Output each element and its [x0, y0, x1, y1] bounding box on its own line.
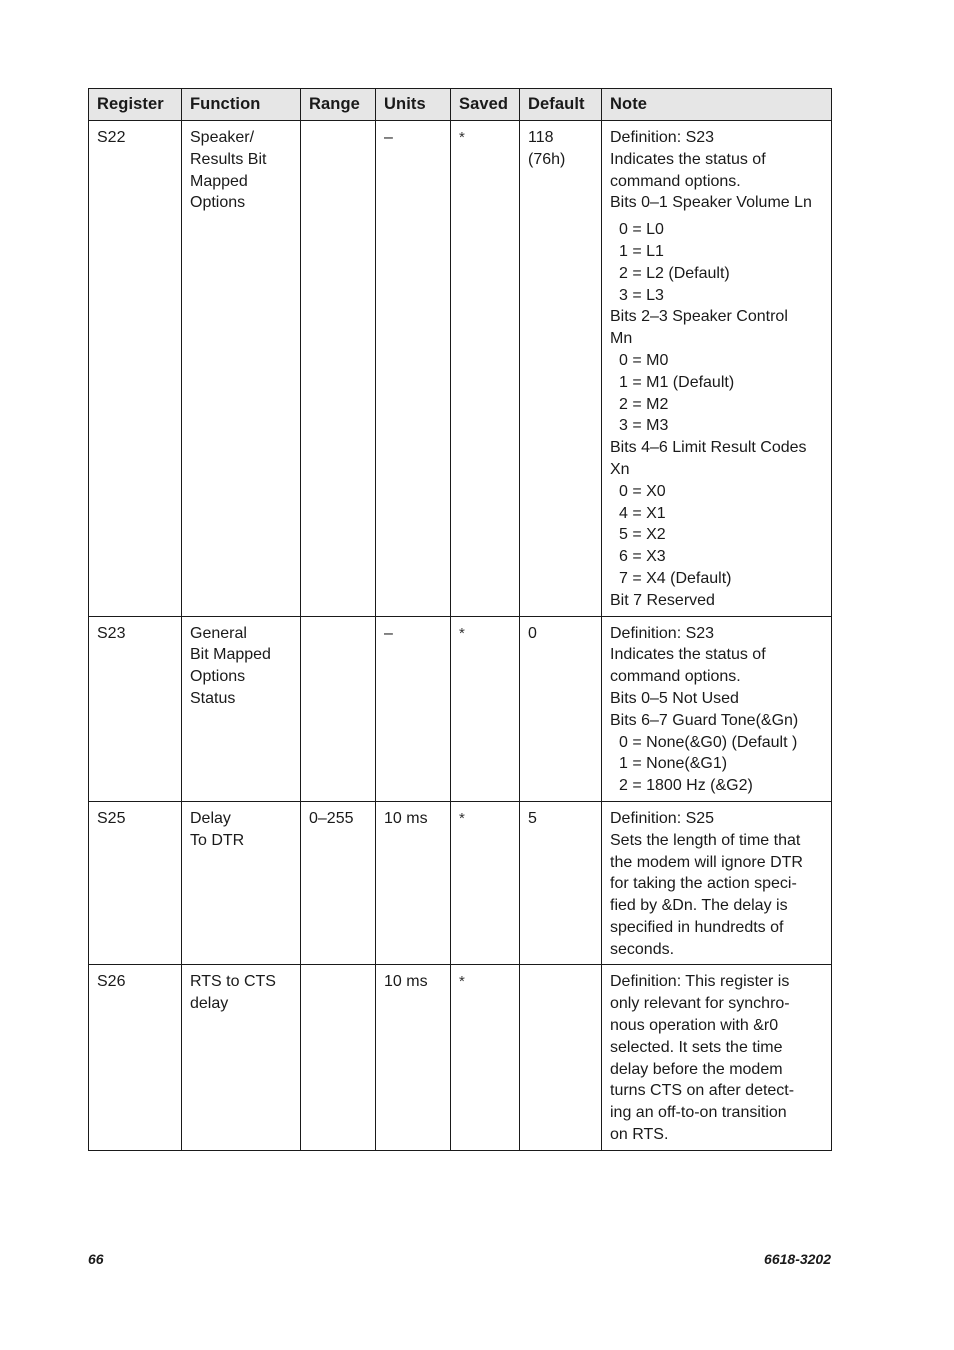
cell-register: S25 — [89, 801, 182, 965]
cell-default — [520, 965, 602, 1150]
note-line: specified in hundredts of — [610, 918, 784, 936]
cell-saved — [451, 965, 520, 1150]
cell-function: Speaker/ Results Bit Mapped Options — [182, 121, 301, 617]
note-line: 5 = X2 — [619, 526, 666, 544]
table-row — [89, 801, 832, 965]
note-line: ing an off-to-on transition — [610, 1104, 787, 1122]
note-line: 2 = 1800 Hz (&G2) — [619, 777, 753, 795]
note-line: Indicates the status of — [610, 646, 766, 664]
note-line: Indicates the status of — [610, 150, 766, 168]
note-line: Bits 0–5 Not Used — [610, 689, 739, 707]
note-line: selected. It sets the time — [610, 1038, 783, 1056]
header-range: Range — [301, 89, 376, 121]
cell-range — [301, 616, 376, 801]
cell-units: – — [376, 616, 451, 801]
note-line: Definition: S23 — [610, 624, 715, 642]
note-line: Bit 7 Reserved — [610, 591, 715, 609]
header-note: Note — [602, 89, 832, 121]
note-line: Sets the length of time that — [610, 831, 801, 849]
cell-units: 10 ms — [376, 965, 451, 1150]
note-line: 4 = X1 — [619, 504, 666, 522]
note-line: seconds. — [610, 940, 675, 958]
cell-note — [602, 965, 832, 1150]
table-row — [89, 965, 832, 1150]
note-line: turns CTS on after detect- — [610, 1082, 795, 1100]
note-line: 0 = None(&G0) (Default ) — [619, 733, 798, 751]
note-line: on RTS. — [610, 1126, 669, 1144]
cell-units: – — [376, 121, 451, 617]
note-line: Definition: S25 — [610, 809, 715, 827]
note-line: Mn — [610, 330, 633, 348]
table-row — [89, 616, 832, 801]
cell-default: 0 — [520, 616, 602, 801]
header-function: Function — [182, 89, 301, 121]
cell-default: 118 (76h) — [520, 121, 602, 617]
cell-function: General Bit Mapped Options Status — [182, 616, 301, 801]
note-line: 0 = X0 — [619, 482, 666, 500]
note-line: Bits 0–1 Speaker Volume Ln — [610, 194, 812, 212]
note-line: the modem will ignore DTR — [610, 853, 803, 871]
note-line: 1 = None(&G1) — [619, 755, 728, 773]
note-line: Definition: This register is — [610, 973, 790, 991]
note-line: Xn — [610, 460, 630, 478]
note-line: 6 = X3 — [619, 548, 666, 566]
header-default: Default — [520, 89, 602, 121]
cell-register: S26 — [89, 965, 182, 1150]
note-line: Bits 6–7 Guard Tone(&Gn) — [610, 711, 799, 729]
cell-default: 5 — [520, 801, 602, 965]
note-line: fied by &Dn. The delay is — [610, 897, 788, 915]
header-saved: Saved — [451, 89, 520, 121]
note-line: Bits 2–3 Speaker Control — [610, 308, 788, 326]
header-register: Register — [89, 89, 182, 121]
cell-saved — [451, 801, 520, 965]
cell-register: S23 — [89, 616, 182, 801]
page-number: 66 — [88, 1251, 104, 1267]
note-line: 3 = L3 — [619, 286, 664, 304]
table-header-row — [89, 89, 832, 121]
note-line: nous operation with &r0 — [610, 1017, 779, 1035]
note-line: Definition: S23 — [610, 129, 715, 146]
note-line: delay before the modem — [610, 1060, 783, 1078]
note-line: 1 = L1 — [619, 242, 664, 260]
header-units: Units — [376, 89, 451, 121]
note-line: only relevant for synchro- — [610, 995, 790, 1013]
table-row — [89, 121, 832, 617]
cell-range — [301, 121, 376, 617]
note-line: 0 = M0 — [619, 351, 669, 369]
note-line: Bits 4–6 Limit Result Codes — [610, 439, 807, 457]
saved-asterisk: * — [459, 129, 465, 146]
document-number: 6618-3202 — [764, 1251, 831, 1267]
cell-units: 10 ms — [376, 801, 451, 965]
saved-asterisk: * — [459, 809, 465, 827]
note-line: 1 = M1 (Default) — [619, 373, 735, 391]
note-line: 0 = L0 — [619, 221, 664, 239]
cell-note — [602, 121, 832, 617]
cell-range: 0–255 — [301, 801, 376, 965]
cell-register: S22 — [89, 121, 182, 617]
cell-saved — [451, 616, 520, 801]
note-line: for taking the action speci- — [610, 875, 797, 893]
register-table — [88, 88, 832, 1151]
note-line: 7 = X4 (Default) — [619, 569, 732, 587]
note-line: command options. — [610, 172, 741, 190]
note-line: command options. — [610, 668, 741, 686]
cell-note — [602, 616, 832, 801]
note-line: 2 = M2 — [619, 395, 669, 413]
cell-note — [602, 801, 832, 965]
saved-asterisk: * — [459, 973, 465, 991]
note-line: 3 = M3 — [619, 417, 669, 435]
cell-function: Delay To DTR — [182, 801, 301, 965]
cell-saved — [451, 121, 520, 617]
cell-range — [301, 965, 376, 1150]
cell-function: RTS to CTS delay — [182, 965, 301, 1150]
note-line: 2 = L2 (Default) — [619, 264, 730, 282]
saved-asterisk: * — [459, 624, 465, 642]
